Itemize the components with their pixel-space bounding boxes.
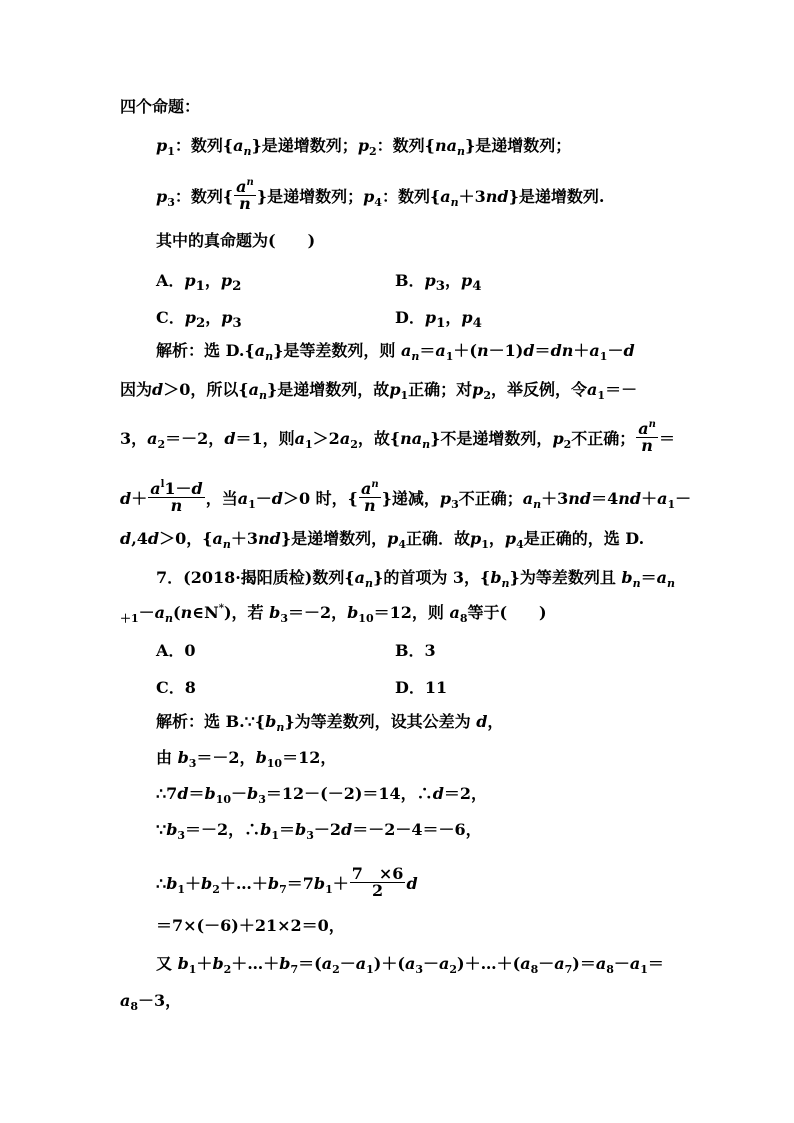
solution-2-line-3: $\therefore 7d=b_{10}-b_3=12-(-2)=14$，∴d＝2， bbox=[156, 784, 488, 806]
fraction-an-over-n: $\frac{a^n}{n}$ bbox=[236, 177, 254, 213]
solution-2-line-1: 解析：选 $B.\because\{b_n\}$为等差数列，设其公差为 d， bbox=[156, 712, 504, 734]
solution-1-line-2: 因为d＞0，所以$\{a_n\}$是递增数列，故$p_1$正确；对$p_2$，举反例，令$a_1=-$ bbox=[120, 380, 638, 402]
fraction-7x6-over-2: $\frac{7 \times 6}{2}$ bbox=[351, 864, 404, 900]
solution-1-line-5: d,4d＞0，$\{a_n+3nd\}$是递增数列，$p_4$正确．故$p_1$，$p_4$是正确的，选 D. bbox=[120, 529, 645, 551]
proposition-p1-p2: $p_1$：数列$\{a_n\}$是递增数列；$p_2$：数列$\{na_n\}$是递增数列； bbox=[156, 136, 572, 158]
fraction-a1-minus-d-over-n: $\frac{a^l1-d}{n}$ bbox=[150, 479, 203, 515]
option-c: C．$p_2$，$p_3$ bbox=[156, 308, 242, 332]
solution-1-line-4: d＋ $\frac{a^l1-d}{n}$ ，当$a_1-d>0$ 时，{ $\frac{a^n}{n}$ }递减，$p_3$不正确；$a_n+3nd=4nd+a_1-$ bbox=[120, 479, 692, 515]
solution-2-line-7: 又 $b_1+b_2+\dots+b_7=(a_2-a_1)+(a_3-a_2)+\dots+(a_8-a_7)=a_8-a_1=$ bbox=[156, 954, 664, 976]
q7-option-d: D．11 bbox=[395, 678, 448, 697]
q7-option-a: A．0 bbox=[156, 641, 196, 660]
solution-1-line-3: 3，$a_2=-2$，d＝1，则$a_1>2a_2$，故$\{na_n\}$不是递增数列，$p_2$不正确； $\frac{a^n}{n}$ ＝ bbox=[120, 419, 675, 455]
fraction-an-over-n-2: $\frac{a^n}{n}$ bbox=[638, 419, 656, 455]
option-a: A．$p_1$，$p_2$ bbox=[156, 271, 242, 295]
question-1: 其中的真命题为( ) bbox=[156, 231, 316, 250]
q7-option-c: C．8 bbox=[156, 678, 196, 697]
solution-2-line-5: $\therefore b_1+b_2+\dots+b_7=7b_1+$ $\frac{7 \times 6}{2}$ d bbox=[156, 864, 418, 900]
question-7-line-1: 7．(2018·揭阳质检)数列$\{a_n\}$的首项为 3，$\{b_n\}$为等差数列且 $b_n=a_n$ bbox=[156, 568, 675, 590]
question-7-line-2: $_{+1}-a_n(n\in N^*)$，若 $b_3=-2$，$b_{10}=12$，则 $a_8$等于( ) bbox=[120, 603, 547, 625]
option-b: B．$p_3$，$p_4$ bbox=[395, 271, 482, 295]
heading: 四个命题： bbox=[120, 97, 201, 116]
proposition-p3-p4: $p_3$：数列{ $\frac{a^n}{n}$ }是递增数列；$p_4$：数列$\{a_n+3nd\}$是递增数列. bbox=[156, 177, 605, 213]
solution-2-line-2: 由 $b_3=-2$，$b_{10}=12$， bbox=[156, 748, 337, 770]
fraction-an-over-n-3: $\frac{a^n}{n}$ bbox=[360, 479, 379, 515]
solution-2-line-8: $a_8-3$， bbox=[120, 991, 182, 1013]
solution-1-line-1: 解析：选 $D.\{a_n\}$是等差数列，则 $a_n=a_1+(n-1)d=dn+a_1-d$ bbox=[156, 341, 635, 363]
option-d: D．$p_1$，$p_4$ bbox=[395, 308, 482, 332]
solution-2-line-4: $\because b_3=-2$，$\therefore b_1=b_3-2d=-2-4=-6$， bbox=[156, 820, 482, 842]
q7-option-b: B．3 bbox=[395, 641, 436, 660]
solution-2-line-6: ＝7×(－6)＋21×2＝0， bbox=[156, 916, 345, 935]
